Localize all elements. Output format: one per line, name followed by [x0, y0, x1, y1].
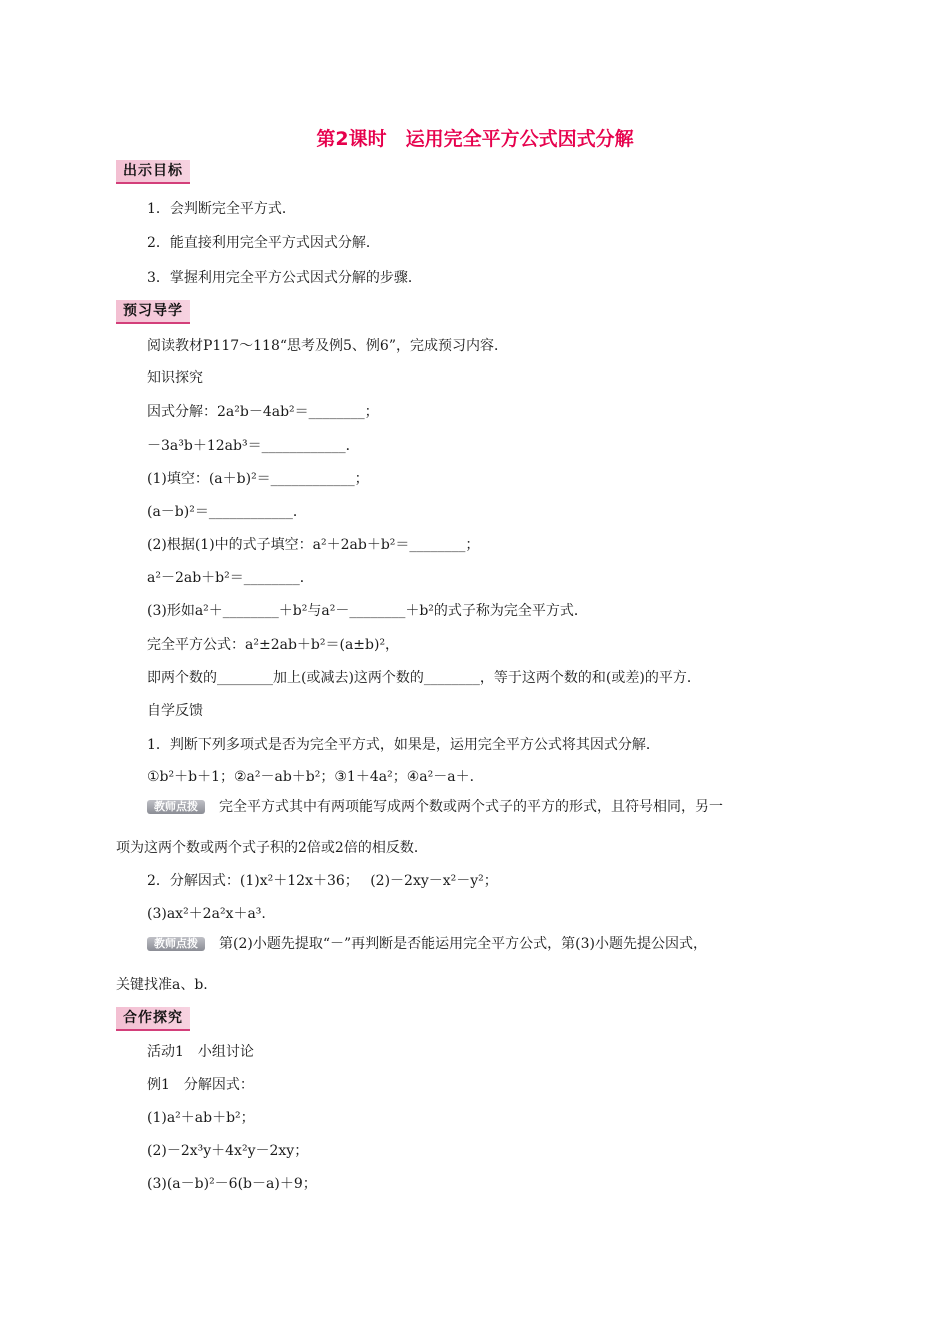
exercise-line: －3a³b＋12ab³＝____________． [147, 438, 360, 454]
teacher-tip-continuation: 项为这两个数或两个式子积的2倍或2倍的相反数． [116, 840, 428, 856]
section-header-coop: 合作探究 [116, 1007, 190, 1031]
subheading-explore: 知识探究 [147, 370, 203, 386]
reading-instruction: 阅读教材P117～118“思考及例5、例6”，完成预习内容． [147, 338, 508, 354]
feedback-items: ①b²＋b＋1；②a²－ab＋b²；③1＋4a²；④a²－a＋． [147, 769, 484, 785]
teacher-tip [147, 797, 723, 817]
example-item: (3)(a－b)²－6(b－a)＋9； [147, 1176, 317, 1192]
feedback-question: 2．分解因式：(1)x²＋12x＋36； (2)－2xy－x²－y²； [147, 873, 498, 889]
teacher-tip-text: 第(2)小题先提取“－”再判断是否能运用完全平方公式，第(3)小题先提公因式， [219, 936, 707, 952]
example-heading: 例1 分解因式： [147, 1077, 254, 1093]
teacher-tip-badge: 教师点拨 [147, 937, 205, 951]
exercise-line: 因式分解：2a²b－4ab²＝________； [147, 404, 379, 420]
feedback-question: 1．判断下列多项式是否为完全平方式，如果是，运用完全平方公式将其因式分解． [147, 737, 660, 753]
teacher-tip-text: 完全平方式其中有两项能写成两个数或两个式子的平方的形式，且符号相同，另一 [219, 799, 723, 815]
exercise-line: (3)形如a²＋________＋b²与a²－________＋b²的式子称为完全平方式． [147, 603, 588, 619]
goal-item: 2．能直接利用完全平方式因式分解． [147, 235, 380, 251]
teacher-tip-badge: 教师点拨 [147, 800, 205, 814]
subheading-feedback: 自学反馈 [147, 703, 203, 719]
example-item: (1)a²＋ab＋b²； [147, 1110, 255, 1126]
section-header-preview: 预习导学 [116, 300, 190, 324]
activity-heading: 活动1 小组讨论 [147, 1044, 254, 1060]
feedback-question: (3)ax²＋2a²x＋a³. [147, 906, 266, 922]
goal-item: 1．会判断完全平方式． [147, 201, 296, 217]
section-header-goals: 出示目标 [116, 160, 190, 184]
exercise-line: a²－2ab＋b²＝________． [147, 570, 314, 586]
formula-line: 完全平方公式：a²±2ab＋b²＝(a±b)²， [147, 637, 400, 653]
exercise-line: (1)填空：(a＋b)²＝____________； [147, 471, 369, 487]
exercise-line: (a－b)²＝____________． [147, 504, 307, 520]
goal-item: 3．掌握利用完全平方公式因式分解的步骤． [147, 270, 422, 286]
teacher-tip [147, 934, 707, 954]
formula-description: 即两个数的________加上(或减去)这两个数的________，等于这两个数的和(或差)的平方． [147, 670, 701, 686]
teacher-tip-continuation: 关键找准a、b. [116, 977, 208, 993]
exercise-line: (2)根据(1)中的式子填空：a²＋2ab＋b²＝________； [147, 537, 480, 553]
page-title: 第2课时 运用完全平方公式因式分解 [316, 128, 634, 150]
example-item: (2)－2x³y＋4x²y－2xy； [147, 1143, 309, 1159]
